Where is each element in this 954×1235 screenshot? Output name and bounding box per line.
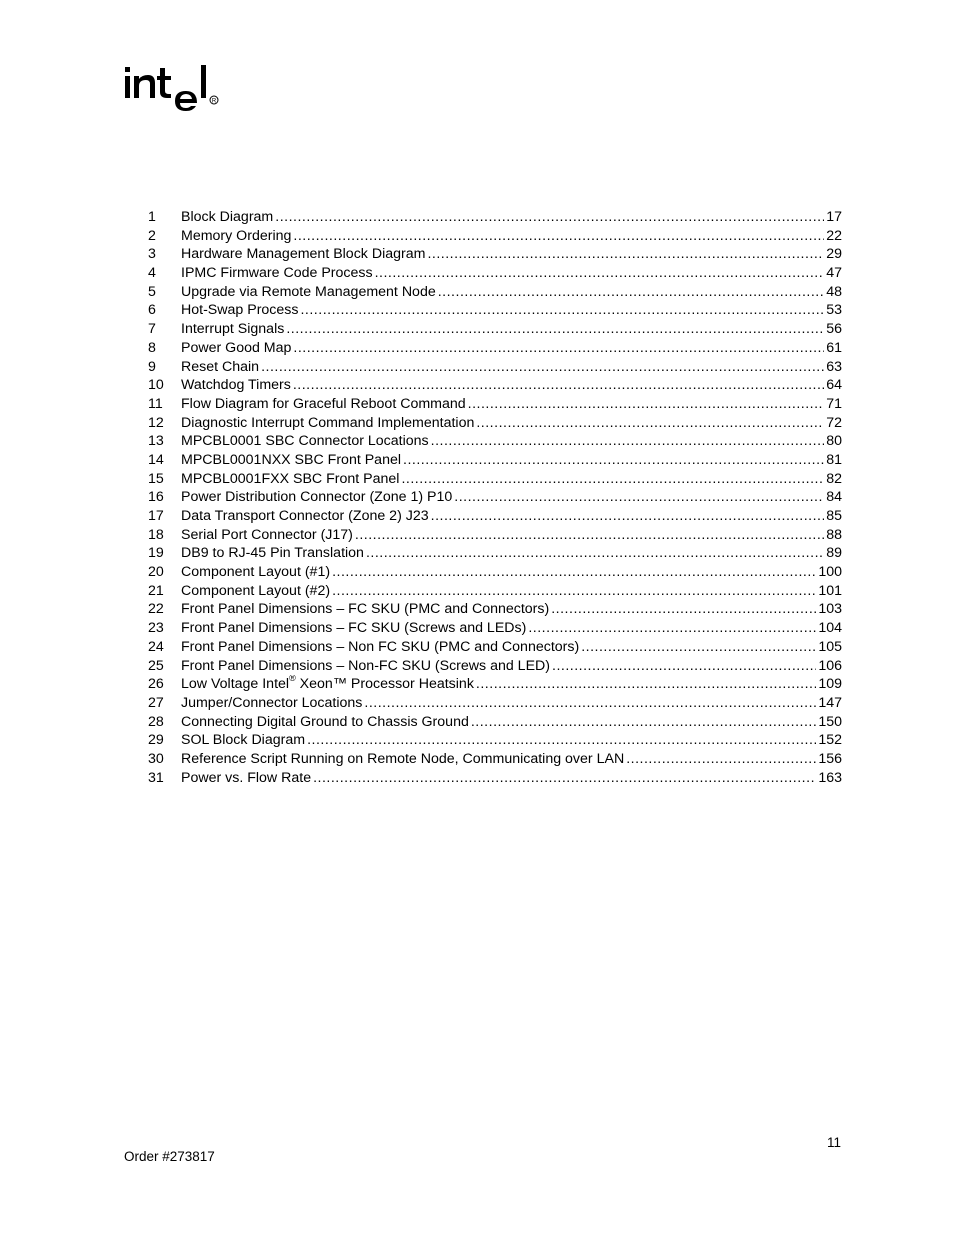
dot-leader xyxy=(581,638,816,657)
dot-leader xyxy=(332,582,816,601)
dot-leader xyxy=(427,245,824,264)
figure-page: 104 xyxy=(818,620,842,637)
figure-title: Hot-Swap Process xyxy=(181,302,299,319)
toc-entry[interactable] xyxy=(148,358,842,377)
figure-number: 20 xyxy=(148,564,164,581)
figure-title: Serial Port Connector (J17) xyxy=(181,526,353,543)
toc-entry[interactable] xyxy=(148,432,842,451)
figure-number: 28 xyxy=(148,713,164,730)
figure-title: IPMC Firmware Code Process xyxy=(181,265,373,282)
toc-entry[interactable] xyxy=(148,451,842,470)
figure-title: Front Panel Dimensions – Non FC SKU (PMC and Connectors) xyxy=(181,638,580,655)
figure-number: 10 xyxy=(148,377,164,394)
figure-number: 4 xyxy=(148,265,156,282)
dot-leader xyxy=(528,619,816,638)
dot-leader xyxy=(476,414,824,433)
figure-page: 85 xyxy=(826,508,842,524)
toc-entry[interactable] xyxy=(148,264,842,283)
svg-text:R: R xyxy=(211,98,217,105)
figure-page: 152 xyxy=(818,732,842,749)
figure-page: 61 xyxy=(826,339,842,356)
dot-leader xyxy=(454,488,824,507)
dot-leader xyxy=(275,208,824,227)
figure-page: 150 xyxy=(818,713,842,730)
figure-title: MPCBL0001NXX SBC Front Panel xyxy=(181,451,402,468)
dot-leader xyxy=(551,600,816,619)
figure-title: Memory Ordering xyxy=(181,227,292,244)
toc-entry[interactable] xyxy=(148,638,842,657)
figure-title: SOL Block Diagram xyxy=(181,732,306,749)
figure-number: 30 xyxy=(148,750,164,767)
figure-title: Upgrade via Remote Management Node xyxy=(181,283,436,300)
figure-page: 47 xyxy=(826,265,842,282)
figure-title: Power Distribution Connector (Zone 1) P10 xyxy=(181,489,453,506)
figure-number: 18 xyxy=(148,526,164,543)
figure-page: 56 xyxy=(826,321,842,338)
toc-entry[interactable] xyxy=(148,750,842,769)
dot-leader xyxy=(355,526,824,545)
figure-title: Power vs. Flow Rate xyxy=(181,769,312,786)
figure-number: 8 xyxy=(148,339,156,356)
figure-page: 29 xyxy=(826,246,842,263)
figure-page: 106 xyxy=(818,657,842,674)
figure-number: 31 xyxy=(148,769,164,786)
toc-entry[interactable] xyxy=(148,600,842,619)
figure-title: Front Panel Dimensions – FC SKU (Screws and LEDs) xyxy=(181,620,527,637)
dot-leader xyxy=(476,675,816,694)
toc-entry[interactable] xyxy=(148,208,842,227)
figure-number: 11 xyxy=(148,395,163,412)
figure-page: 17 xyxy=(826,209,842,225)
dot-leader xyxy=(300,301,824,320)
figure-page: 22 xyxy=(826,227,842,244)
figure-number: 24 xyxy=(148,638,164,655)
dot-leader xyxy=(313,769,816,788)
figure-title: Component Layout (#2) xyxy=(181,582,331,599)
dot-leader xyxy=(293,227,824,246)
dot-leader xyxy=(401,470,824,489)
dot-leader xyxy=(261,358,824,377)
dot-leader xyxy=(293,376,824,395)
dot-leader xyxy=(431,432,825,451)
figure-page: 48 xyxy=(826,283,842,300)
dot-leader xyxy=(366,544,824,563)
figure-number: 1 xyxy=(148,209,156,225)
figure-page: 105 xyxy=(818,638,842,655)
figure-title: Jumper/Connector Locations xyxy=(181,694,363,711)
figure-number: 21 xyxy=(148,582,164,599)
dot-leader xyxy=(286,320,824,339)
figure-title: Diagnostic Interrupt Command Implementation xyxy=(181,414,475,431)
toc-entry[interactable] xyxy=(148,488,842,507)
figure-title: Power Good Map xyxy=(181,339,292,356)
figure-number: 17 xyxy=(148,508,164,524)
page-number: 11 xyxy=(826,1135,841,1150)
toc-entry[interactable] xyxy=(148,470,842,489)
figure-number: 7 xyxy=(148,321,156,338)
figure-page: 163 xyxy=(818,769,842,786)
figure-title: DB9 to RJ-45 Pin Translation xyxy=(181,545,364,562)
figure-number: 19 xyxy=(148,545,164,562)
figure-page: 147 xyxy=(818,694,842,711)
figure-number: 6 xyxy=(148,302,156,319)
dot-leader xyxy=(364,694,816,713)
intel-logo xyxy=(122,58,232,118)
dot-leader xyxy=(293,339,824,358)
dot-leader xyxy=(438,283,824,302)
figure-number: 9 xyxy=(148,358,156,375)
dot-leader xyxy=(307,731,816,750)
toc-entry[interactable] xyxy=(148,320,842,339)
toc-entry[interactable] xyxy=(148,731,842,750)
figure-page: 103 xyxy=(818,601,842,618)
figure-page: 101 xyxy=(818,582,842,599)
dot-leader xyxy=(471,713,816,732)
dot-leader xyxy=(626,750,816,769)
toc-entry[interactable] xyxy=(148,563,842,582)
toc-entry[interactable] xyxy=(148,657,842,676)
figure-number: 16 xyxy=(148,489,164,506)
registered-mark: ® xyxy=(289,675,296,684)
figure-number: 27 xyxy=(148,694,164,711)
figure-number: 23 xyxy=(148,620,164,637)
figure-title: Interrupt Signals xyxy=(181,321,285,338)
figure-number: 3 xyxy=(148,246,156,263)
figure-page: 80 xyxy=(826,433,842,450)
toc-entry[interactable] xyxy=(148,526,842,545)
dot-leader xyxy=(403,451,824,470)
list-of-figures xyxy=(148,208,842,787)
figure-page: 156 xyxy=(818,750,842,767)
figure-page: 88 xyxy=(826,526,842,543)
toc-entry[interactable] xyxy=(148,414,842,433)
figure-title: MPCBL0001 SBC Connector Locations xyxy=(181,433,429,450)
figure-page: 71 xyxy=(826,395,842,412)
toc-entry[interactable] xyxy=(148,301,842,320)
figure-title: Block Diagram xyxy=(181,209,274,225)
toc-entry[interactable] xyxy=(148,395,842,414)
toc-entry[interactable] xyxy=(148,339,842,358)
toc-entry[interactable] xyxy=(148,713,842,732)
figure-number: 2 xyxy=(148,227,156,244)
toc-entry[interactable] xyxy=(148,227,842,246)
toc-entry[interactable] xyxy=(148,582,842,601)
toc-entry[interactable] xyxy=(148,619,842,638)
intel-logo-mark xyxy=(122,58,232,118)
dot-leader xyxy=(431,507,825,526)
figure-page: 89 xyxy=(826,545,842,562)
toc-entry[interactable] xyxy=(148,544,842,563)
toc-entry[interactable] xyxy=(148,245,842,264)
figure-number: 12 xyxy=(148,414,164,431)
order-number: Order #273817 xyxy=(124,1149,215,1164)
toc-entry[interactable] xyxy=(148,694,842,713)
dot-leader xyxy=(468,395,825,414)
figure-page: 82 xyxy=(826,470,842,487)
toc-entry[interactable] xyxy=(148,283,842,302)
figure-title-part: Xeon™ Processor Heatsink xyxy=(295,676,474,693)
figure-title: Reset Chain xyxy=(181,358,260,375)
dot-leader xyxy=(332,563,816,582)
figure-page: 72 xyxy=(826,414,842,431)
toc-entry[interactable] xyxy=(148,376,842,395)
figure-number: 25 xyxy=(148,657,164,674)
toc-entry[interactable] xyxy=(148,769,842,788)
figure-title: Component Layout (#1) xyxy=(181,564,331,581)
figure-page: 53 xyxy=(826,302,842,319)
dot-leader xyxy=(552,657,816,676)
figure-number: 15 xyxy=(148,470,164,487)
figure-page: 81 xyxy=(826,451,842,468)
toc-entry[interactable] xyxy=(148,675,842,694)
figure-number: 29 xyxy=(148,732,164,749)
figure-title: Connecting Digital Ground to Chassis Ground xyxy=(181,713,469,730)
toc-entry[interactable] xyxy=(148,507,842,526)
figure-number: 14 xyxy=(148,451,164,468)
figure-page: 100 xyxy=(818,564,842,581)
figure-page: 64 xyxy=(826,377,842,394)
figure-number: 5 xyxy=(148,283,156,300)
figure-title: Data Transport Connector (Zone 2) J23 xyxy=(181,508,429,524)
figure-title: Reference Script Running on Remote Node, Communicating over LAN xyxy=(181,750,625,767)
figure-number: 22 xyxy=(148,601,164,618)
figure-title: Front Panel Dimensions – FC SKU (PMC and Connectors) xyxy=(181,601,550,618)
figure-title: Watchdog Timers xyxy=(181,377,291,394)
figure-title xyxy=(181,675,476,694)
figure-page: 109 xyxy=(818,676,842,693)
figure-title: Hardware Management Block Diagram xyxy=(181,246,426,263)
figure-number: 13 xyxy=(148,433,164,450)
figure-title: MPCBL0001FXX SBC Front Panel xyxy=(181,470,400,487)
figure-title: Front Panel Dimensions – Non-FC SKU (Screws and LED) xyxy=(181,657,551,674)
figure-title: Flow Diagram for Graceful Reboot Command xyxy=(181,395,466,412)
dot-leader xyxy=(375,264,825,283)
figure-title-part: Low Voltage Intel xyxy=(181,676,290,693)
figure-page: 63 xyxy=(826,358,842,375)
figure-number: 26 xyxy=(148,676,164,693)
figure-page: 84 xyxy=(826,489,842,506)
